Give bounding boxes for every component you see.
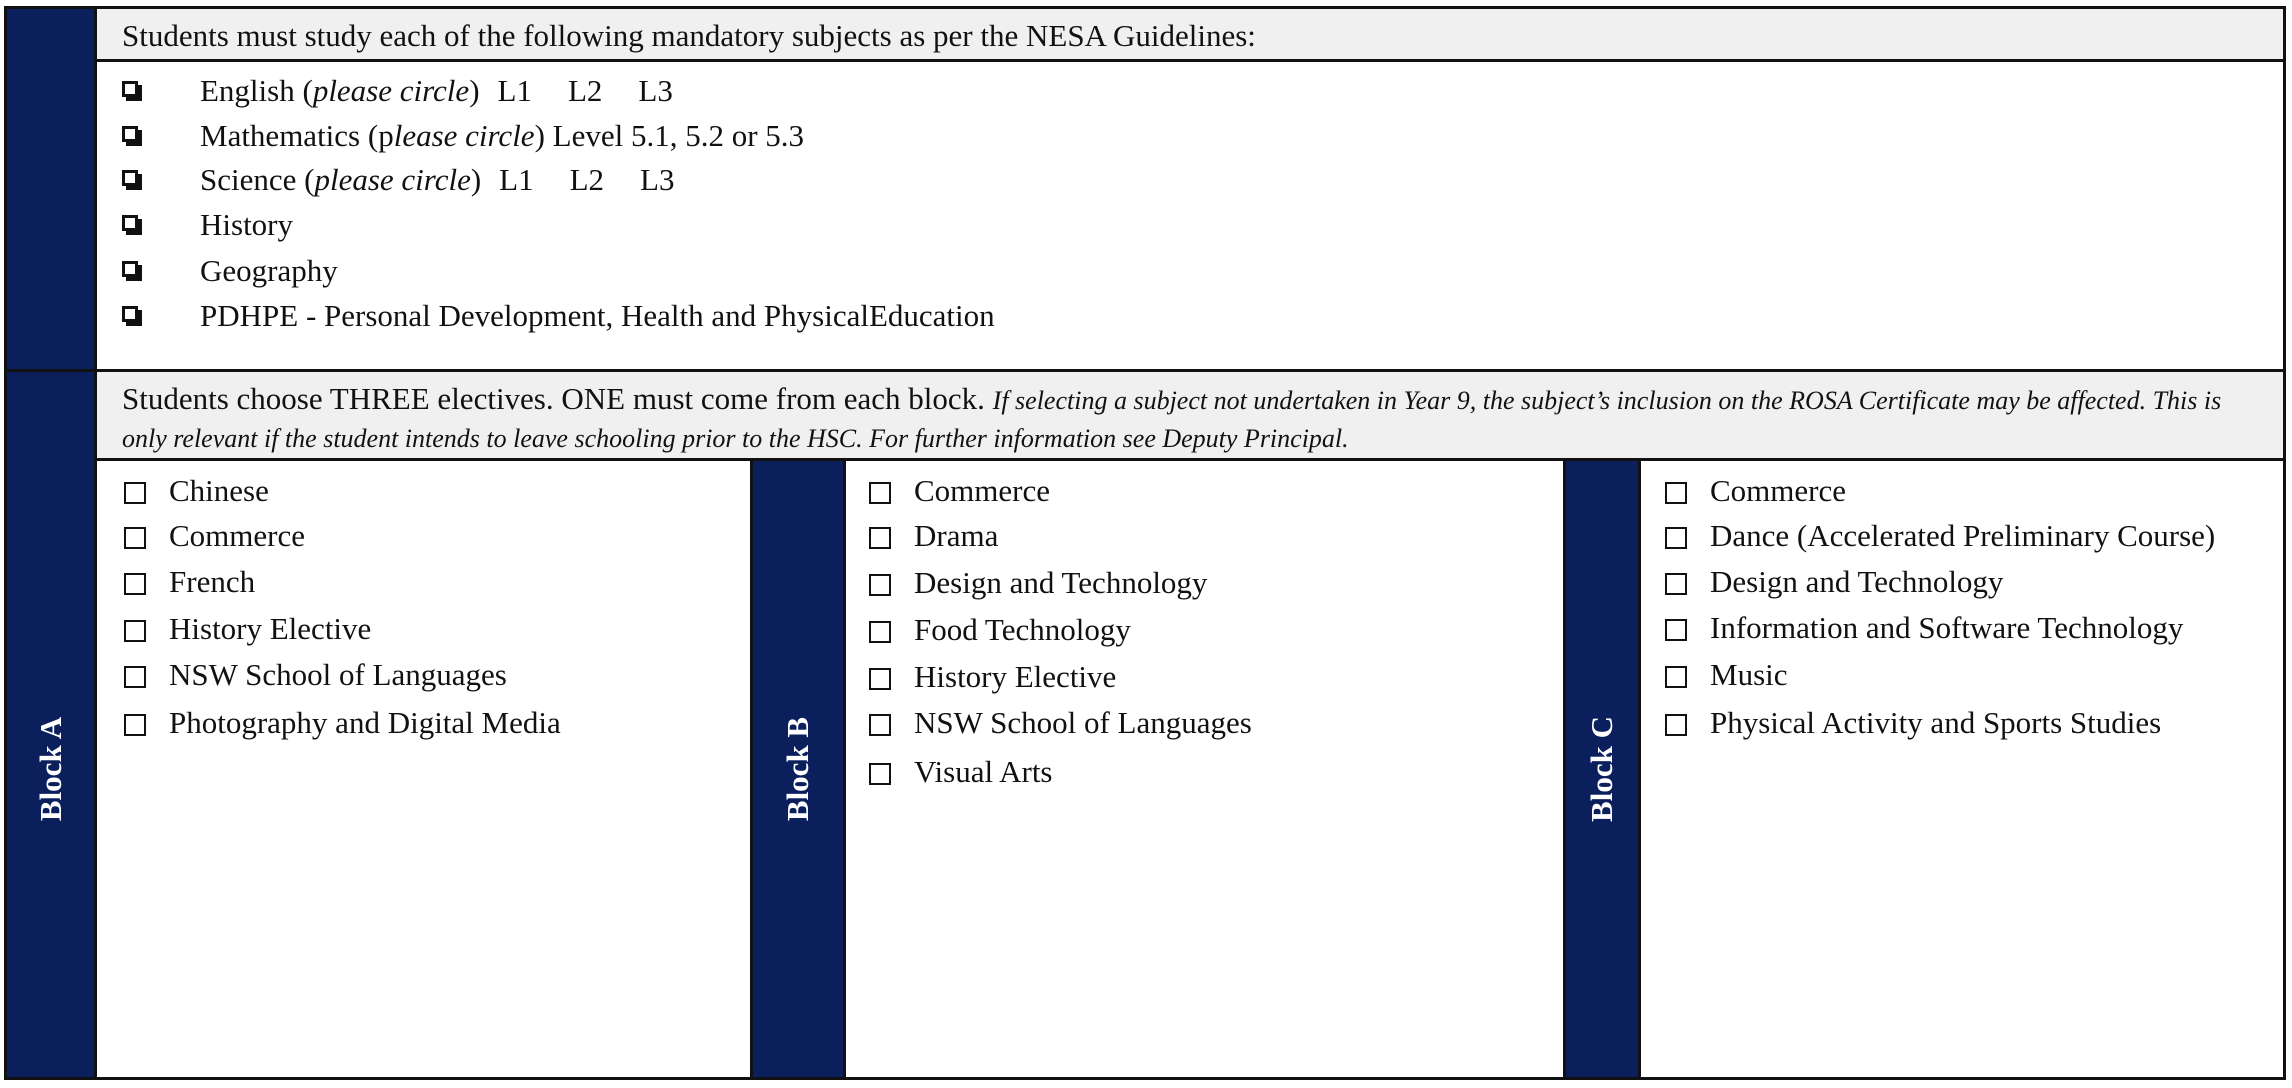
checkbox[interactable] [1665,482,1687,504]
mandatory-item-label: Mathematics (please circle) Level 5.1, 5.2 or 5.3 [200,118,805,153]
checkbox[interactable] [122,126,138,142]
electives-instruction: Students choose THREE electives. ONE must come from each block. [122,381,985,416]
electives-sidebar [7,372,94,461]
mandatory-item-label: PDHPE - Personal Development, Health and PhysicalEducation [200,298,995,333]
checkbox[interactable] [869,714,891,736]
checkbox[interactable] [124,666,146,688]
block-b-sidebar [750,461,846,1077]
checkbox[interactable] [124,714,146,736]
checkbox[interactable] [1665,666,1687,688]
checkbox[interactable] [869,763,891,785]
checkbox[interactable] [124,620,146,642]
checkbox[interactable] [122,306,138,322]
subject-selection-form [4,6,2286,1080]
level-option[interactable]: L1 [499,162,534,197]
electives-note: If selecting a subject not undertaken in Year 9, the subject’s inclusion on the ROSA Certificate may be affected. This is only relevant if the student intends to leave schooling prior to the HSC. For further information see Deputy Principal. [122,386,2222,453]
mandatory-header: Students must study each of the following mandatory subjects as per the NESA Guidelines: [94,9,2283,62]
checkbox[interactable] [124,482,146,504]
block-c-sidebar [1563,461,1641,1077]
block-a-options: Chinese Commerce French History Elective NSW School of Languages Photography and Digital Media [124,461,744,1077]
level-option[interactable]: L1 [497,73,532,108]
electives-header [94,372,2283,461]
checkbox[interactable] [869,574,891,596]
block-b-options: Commerce Drama Design and Technology Food Technology History Elective NSW School of Languages Visual Arts [869,461,1559,1077]
mandatory-item-label: Geography [200,253,338,288]
level-option[interactable]: L3 [638,73,673,108]
checkbox[interactable] [869,668,891,690]
checkbox[interactable] [869,527,891,549]
checkbox[interactable] [122,170,138,186]
checkbox[interactable] [122,261,138,277]
block-b-label: Block B [780,716,815,822]
checkbox[interactable] [124,573,146,595]
level-option[interactable]: L3 [640,162,675,197]
checkbox[interactable] [869,621,891,643]
block-a-label: Block A [32,716,68,822]
checkbox[interactable] [1665,527,1687,549]
checkbox[interactable] [124,527,146,549]
mandatory-item-label: English (please circle) L1 L2 L3 [200,69,673,113]
checkbox[interactable] [869,482,891,504]
block-c-options: Commerce Dance (Accelerated Preliminary Course) Design and Technology Information and Software Technology Music Physical Activity and Sports Studies [1665,461,2283,1077]
mandatory-list [94,62,2283,369]
checkbox[interactable] [1665,714,1687,736]
block-a-sidebar [7,461,97,1077]
checkbox[interactable] [122,215,138,231]
level-option[interactable]: L2 [569,162,605,197]
mandatory-item-label: Science (please circle) L1 L2 L3 [200,158,674,202]
mandatory-sidebar [7,9,94,369]
mandatory-item-label: History [200,207,293,242]
block-c-label: Block C [1584,716,1619,822]
checkbox[interactable] [1665,619,1687,641]
level-option[interactable]: L2 [567,73,603,108]
checkbox[interactable] [122,81,138,97]
checkbox[interactable] [1665,573,1687,595]
